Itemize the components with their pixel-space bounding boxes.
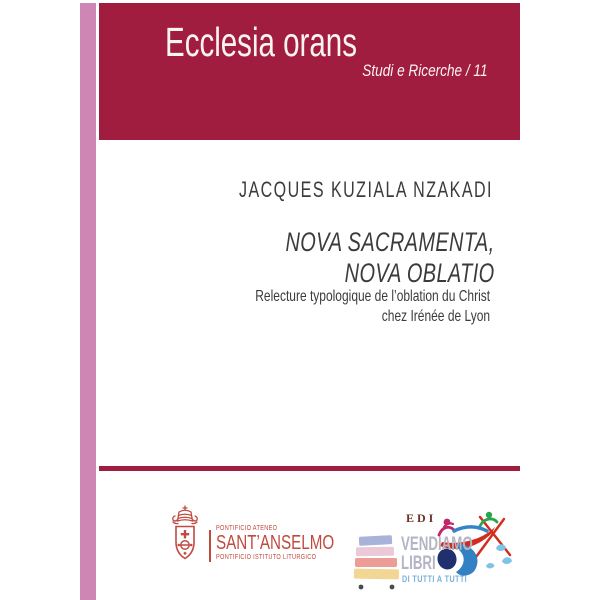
edi-wordmark: EDI <box>406 511 437 525</box>
book-subtitle <box>255 287 490 327</box>
publisher-line1: PONTIFICIO ATENEO <box>216 525 278 532</box>
series-title: Ecclesia orans <box>165 19 357 65</box>
santanselmo-crest-icon <box>166 505 204 567</box>
pink-spine-strip <box>80 3 96 600</box>
book-stack-cart-icon <box>352 535 402 593</box>
horizontal-rule <box>99 466 520 471</box>
book-title-line1: NOVA SACRAMENTA, <box>285 227 495 257</box>
series-header-band <box>99 3 520 140</box>
book-subtitle-line2: chez Irénée de Lyon <box>381 308 490 325</box>
series-subtitle: Studi e Ricerche / 11 <box>362 61 488 80</box>
publisher-name: SANT’ANSELMO <box>216 532 335 554</box>
publisher-line2: PONTIFICIO ISTITUTO LITURGICO <box>216 554 317 561</box>
publisher-block <box>216 525 372 561</box>
edi-tagline: DI TUTTI A TUTTI <box>402 574 468 584</box>
book-subtitle-line1: Relecture typologique de l’oblation du Christ <box>255 288 490 305</box>
edi-slogan-line2: LIBRI <box>401 553 436 574</box>
book-title-line2: NOVA OBLATIO <box>345 258 495 288</box>
edi-slogan-line1: VENDIAMO <box>401 534 473 555</box>
author-name: JACQUES KUZIALA NZAKADI <box>238 177 493 202</box>
logo-divider <box>209 530 211 562</box>
book-title <box>286 227 495 289</box>
